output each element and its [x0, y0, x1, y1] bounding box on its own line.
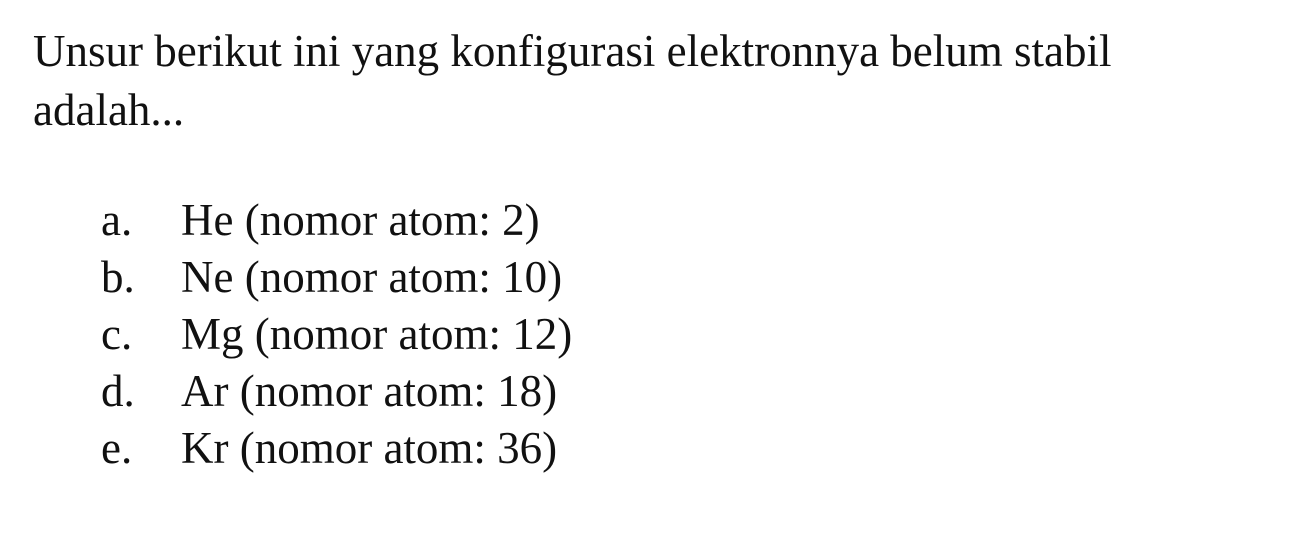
- option-letter: d.: [101, 366, 135, 416]
- option-text: Ar (nomor atom: 18): [181, 366, 558, 416]
- answer-options: [101, 192, 572, 477]
- option-c[interactable]: [101, 306, 572, 363]
- option-letter: c.: [101, 309, 133, 359]
- option-e[interactable]: [101, 420, 572, 477]
- option-a[interactable]: [101, 192, 572, 249]
- option-text: Ne (nomor atom: 10): [181, 252, 563, 302]
- option-text: Mg (nomor atom: 12): [181, 309, 573, 359]
- option-letter: e.: [101, 423, 133, 473]
- option-letter: b.: [101, 252, 135, 302]
- option-text: He (nomor atom: 2): [181, 195, 540, 245]
- option-letter: a.: [101, 195, 133, 245]
- option-text: Kr (nomor atom: 36): [181, 423, 558, 473]
- option-b[interactable]: [101, 249, 572, 306]
- question-text: Unsur berikut ini yang konfigurasi elektronnya belum stabil adalah...: [33, 26, 1112, 135]
- option-d[interactable]: [101, 363, 572, 420]
